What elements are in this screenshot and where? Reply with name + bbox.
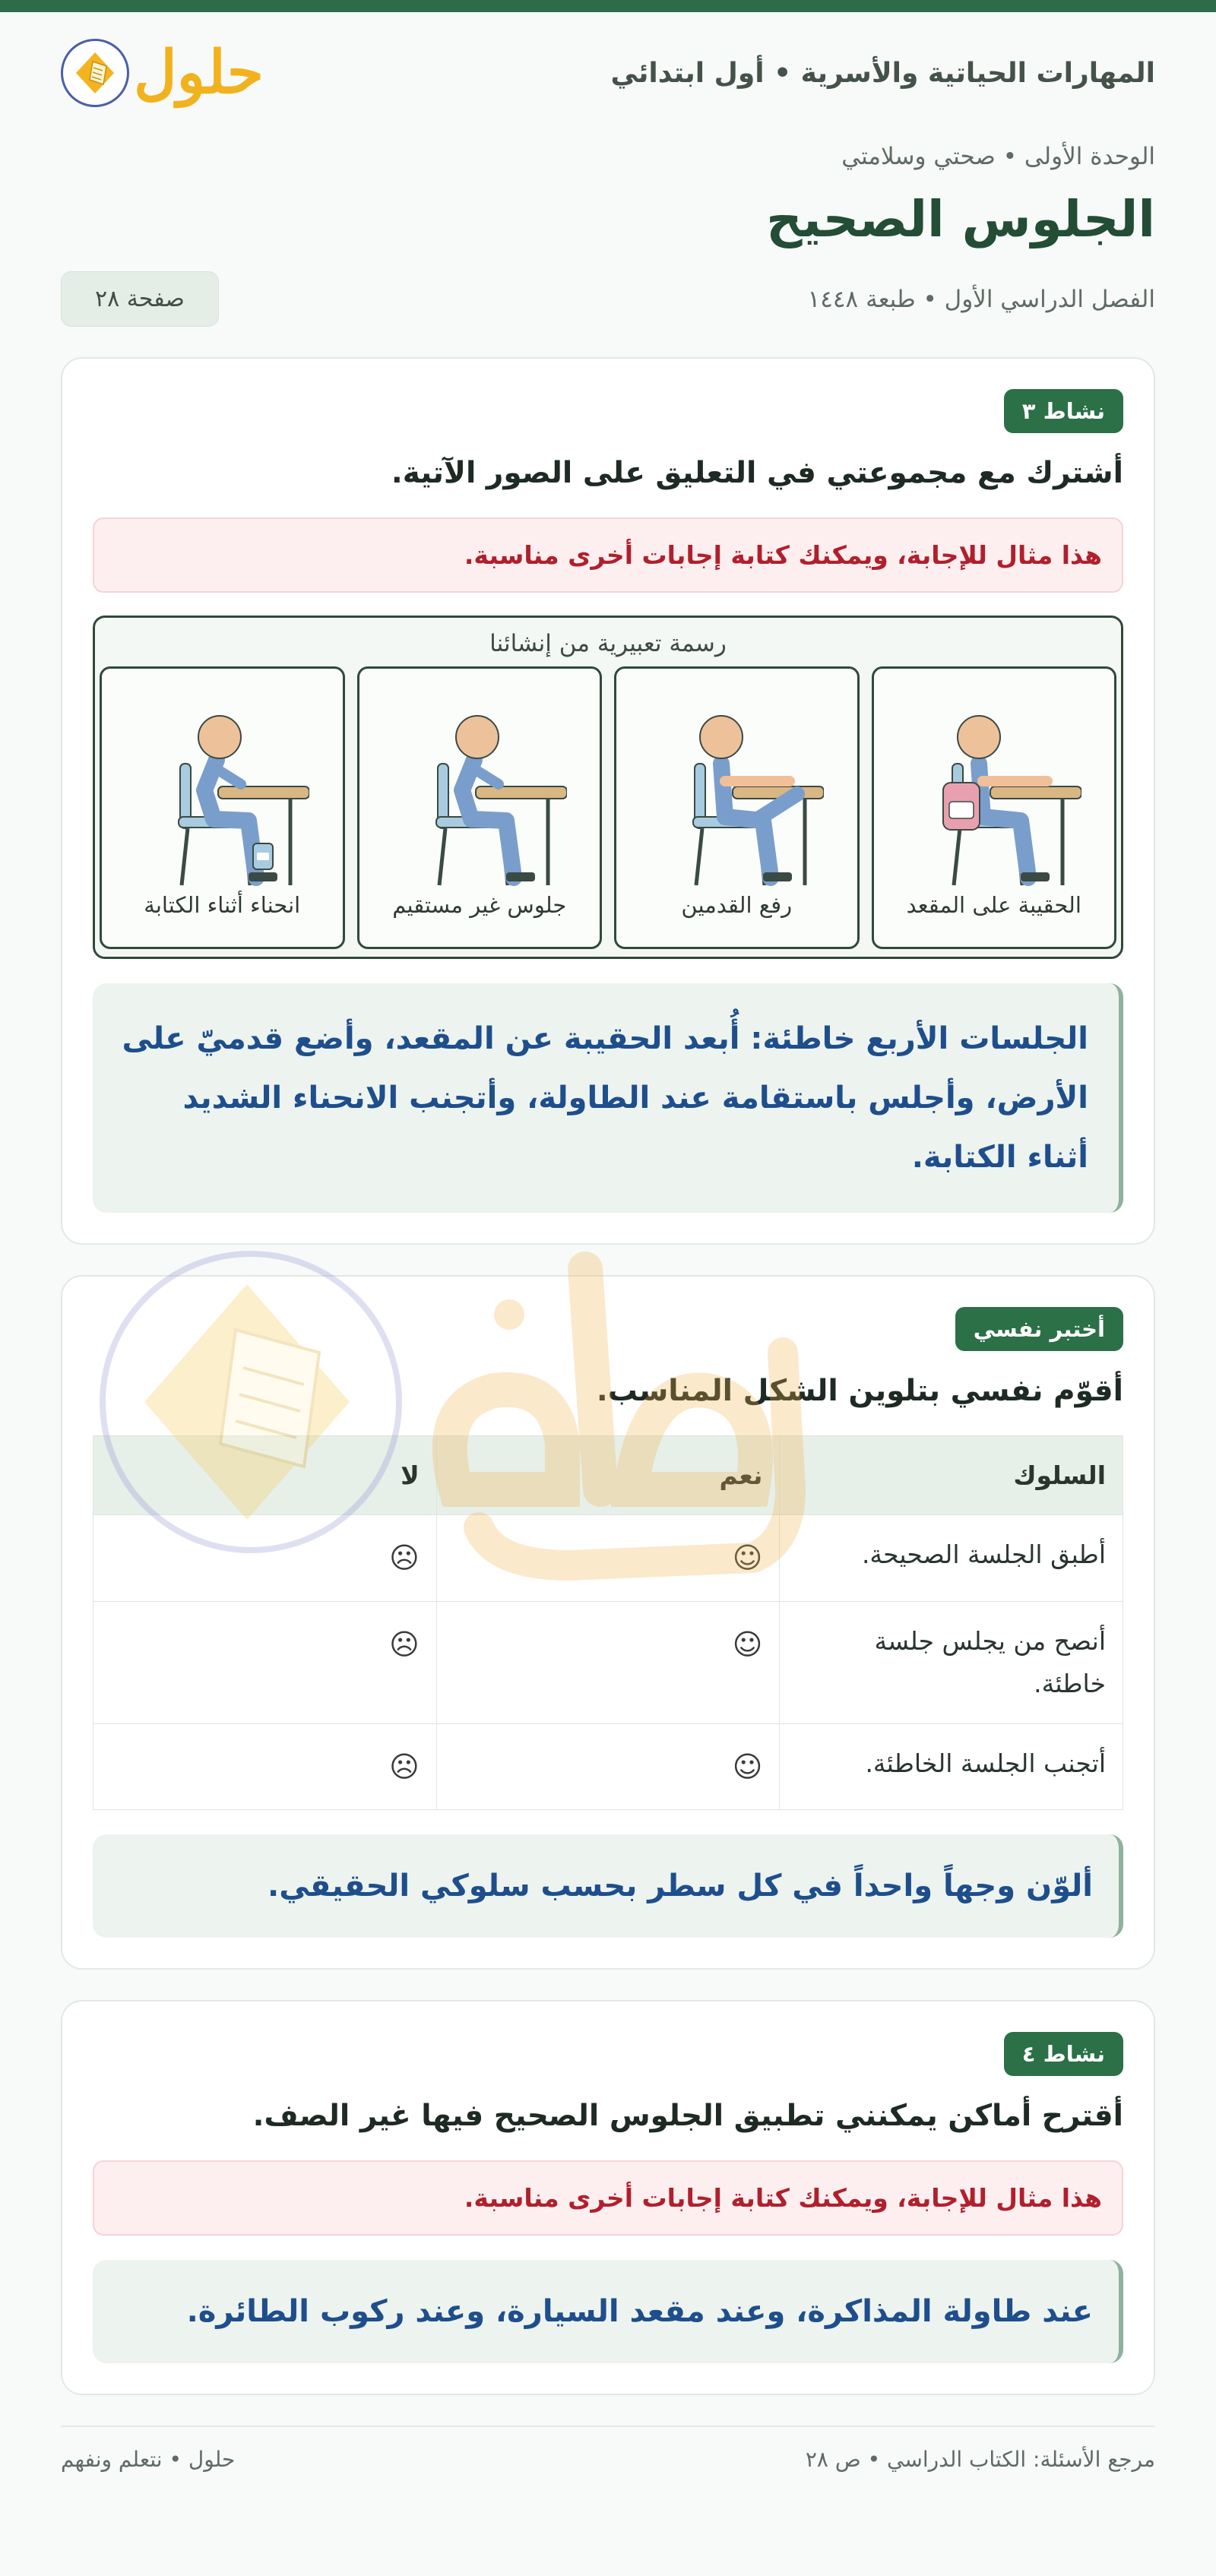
self-test-card <box>61 1275 1155 1970</box>
figure-caption: رسمة تعبيرية من إنشائنا <box>489 630 727 657</box>
page-content <box>0 12 1216 2472</box>
example-answer-note: هذا مثال للإجابة، ويمكنك كتابة إجابات أخرى مناسبة. <box>93 517 1123 593</box>
panel-label: رفع القدمين <box>681 892 793 918</box>
self-test-question: أقوّم نفسي بتلوين الشكل المناسب. <box>596 1374 1123 1408</box>
raised-feet-drawing <box>649 691 824 889</box>
table-row <box>93 1601 1123 1723</box>
book-icon <box>61 39 129 107</box>
panel-bag-on-seat <box>872 666 1117 949</box>
lesson-title: الجلوس الصحيح <box>766 190 1155 248</box>
footer-reference: مرجع الأسئلة: الكتاب الدراسي • ص ٢٨ <box>805 2447 1155 2473</box>
table-row <box>93 1515 1123 1602</box>
activity-4-question: أقترح أماكن يمكنني تطبيق الجلوس الصحيح فيها غير الصف. <box>252 2099 1123 2134</box>
footer-brand: حلول • نتعلم ونفهم <box>61 2447 236 2473</box>
panel-not-upright <box>357 666 603 949</box>
logo-wordmark: حلول <box>134 38 264 107</box>
panel-label: جلوس غير مستقيم <box>392 892 567 918</box>
page-header <box>61 12 1155 134</box>
page-footer <box>61 2426 1155 2472</box>
behavior-cell: أتجنب الجلسة الخاطئة. <box>780 1723 1123 1810</box>
behavior-cell: أنصح من يجلس جلسة خاطئة. <box>780 1601 1123 1723</box>
self-assessment-table <box>93 1435 1123 1810</box>
unit-label: الوحدة الأولى • صحتي وسلامتي <box>841 143 1155 170</box>
top-accent-bar <box>0 0 1216 12</box>
activity-3-answer: الجلسات الأربع خاطئة: أُبعد الحقيبة عن المقعد، وأضع قدميّ على الأرض، وأجلس باستقامة عند الطاولة، وأتجنب الانحناء الشديد أثناء الكتابة. <box>93 983 1123 1213</box>
column-yes: نعم <box>436 1436 780 1515</box>
example-answer-note: هذا مثال للإجابة، ويمكنك كتابة إجابات أخرى مناسبة. <box>93 2160 1123 2236</box>
subject-title: المهارات الحياتية والأسرية • أول ابتدائي <box>610 57 1155 89</box>
frown-face-icon[interactable]: ☹ <box>93 1515 437 1602</box>
smile-face-icon[interactable]: ☺ <box>436 1515 780 1602</box>
self-test-answer: ألوّن وجهاً واحداً في كل سطر بحسب سلوكي الحقيقي. <box>93 1834 1123 1938</box>
semester-edition: الفصل الدراسي الأول • طبعة ١٤٤٨ <box>807 285 1155 313</box>
smile-face-icon[interactable]: ☺ <box>436 1601 780 1723</box>
activity-4-tag: نشاط ٤ <box>1004 2032 1123 2076</box>
page-number-badge: صفحة ٢٨ <box>61 271 219 327</box>
illustration-panels <box>100 666 1116 949</box>
table-header-row <box>93 1436 1123 1515</box>
activity-3-tag: نشاط ٣ <box>1004 389 1123 433</box>
column-no: لا <box>93 1436 437 1515</box>
behavior-cell: أطبق الجلسة الصحيحة. <box>780 1515 1123 1602</box>
activity-4-answer: عند طاولة المذاكرة، وعند مقعد السيارة، وعند ركوب الطائرة. <box>93 2260 1123 2363</box>
panel-label: الحقيبة على المقعد <box>906 892 1081 918</box>
activity-3-card <box>61 357 1155 1245</box>
panel-hunching <box>100 666 345 949</box>
self-test-tag: أختبر نفسي <box>955 1307 1123 1351</box>
panel-label: انحناء أثناء الكتابة <box>144 892 301 918</box>
activity-3-question: أشترك مع مجموعتي في التعليق على الصور الآتية. <box>391 456 1123 490</box>
activity-4-card <box>61 2000 1155 2395</box>
panel-raised-feet <box>614 666 860 949</box>
frown-face-icon[interactable]: ☹ <box>93 1723 437 1810</box>
table-row <box>93 1723 1123 1810</box>
site-logo[interactable] <box>61 39 264 107</box>
hunching-drawing <box>135 691 309 889</box>
frown-face-icon[interactable]: ☹ <box>93 1601 437 1723</box>
not-upright-drawing <box>392 691 567 889</box>
bag-on-seat-drawing <box>907 691 1081 889</box>
smile-face-icon[interactable]: ☺ <box>436 1723 780 1810</box>
sitting-illustration <box>93 616 1123 959</box>
column-behavior: السلوك <box>780 1436 1123 1515</box>
lesson-meta-row <box>61 271 1155 327</box>
